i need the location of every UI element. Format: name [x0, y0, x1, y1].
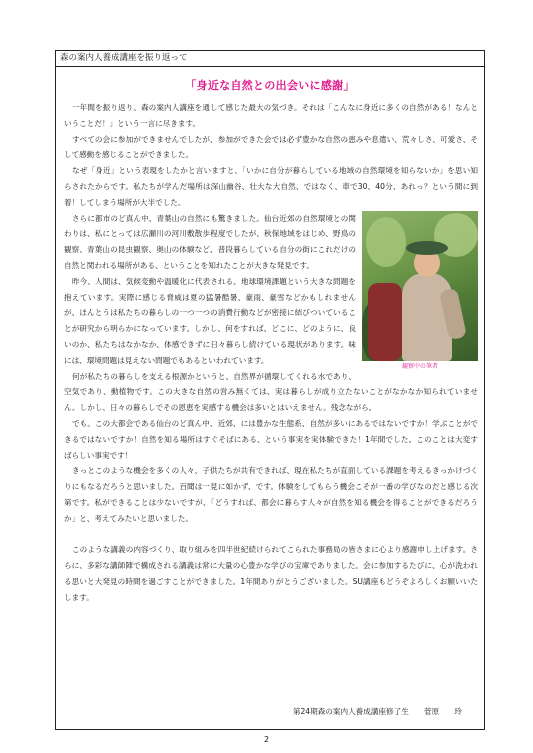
paragraph: 一年間を振り返り、森の案内人講座を通して感じた最大の気づき。それは「こんなに身近に多くの自然がある！なんということだ！」という一言に尽きます。 — [64, 103, 478, 128]
author-signature: 第24期森の案内人養成講座修了生 菅原 玲 — [292, 707, 462, 716]
photo-hiker-in-forest — [362, 211, 478, 361]
page-number: 2 — [263, 735, 270, 744]
article-title: 「身近な自然との出会いに感謝」 — [185, 79, 355, 92]
paragraph: なぜ「身近」という表現をしたかと言いますと、「いかに自分が暮らしている地域の自然環境を知らないか」を思い知らされたからです。私たちが学んだ場所は深山幽谷、壮大な大自然、ではなく、車で30、40分、あれっ？という間に到着！してしまう場所が大半でした。 — [64, 166, 478, 207]
photo-caption: 観察中の筆者 — [401, 362, 438, 370]
article-body — [64, 100, 478, 606]
paragraph: でも。この大都会である仙台のど真ん中、近郊、には豊かな生態系、自然が多いにあるではないですか！学ぶことができるではないですか！自然を知る場所はすぐそばにある、という事実を実体験できた！1年間でした。このことは大変すばらしい事実です！ — [64, 418, 478, 460]
paragraph: すべての会に参加ができませんでしたが、参加ができた会では必ず豊かな自然の恵みや息遣い、荒々しさ、可愛さ、そして感動を感じることができました。 — [64, 134, 478, 160]
document-frame — [55, 50, 485, 730]
paragraph: 何が私たちの暮らしを支える根源かというと、自然界が循環してくれる水であり、空気であり、動植物です。この大きな自然の営み無くては、実は暮らしが成り立たないことがなかなか知られていません。しかし、日々の暮らしでその恩恵を実感する機会は多いとはいえません。残念ながら。 — [64, 371, 478, 413]
figure — [362, 211, 478, 372]
paragraph: 昨今、人間は、気候変動や温暖化に代表される、地球環境課題という大きな問題を抱えています。実際に感じる脅威は夏の猛暑酷暑、豪雨、豪雪などかもしれませんが、ほんとうは私たちの暮らしの一つ一つの消費行動などが密接に結びついていることが研究から明らかになっています。しかし、何をすれば、どこに、どのように、良いのか、私たちはなかなか、体感できずに日々暮らし続けている現状があります。味には、環境問題は見えない問題でもあるといわれています。 — [64, 276, 356, 365]
paragraph: さらに都市のど真ん中、青葉山の自然にも驚きました。仙台近郊の自然環境との関わりは、私にとっては広瀬川の河川敷散歩程度でしたが、秋保地域をはじめ、野鳥の観察、青葉山の昆虫観察、奥山の体験など、普段暮らしている自分の街にこれだけの自然と関われる場所がある、ということを知れたことが大きな発見です。 — [64, 213, 356, 270]
paragraph: このような講義の内容づくり、取り組みを四半世紀続けられてこられた事務局の皆さまに心より感謝申し上げます。さらに、多彩な講師陣で構成される講義は常に大量の心豊かな学びの宝庫でありました。会に参加するたびに、心が洗われる思いと大発見の時間を過ごすことができました。1年間ありがとうございました。SU講座もどうぞよろしくお願いいたします。 — [64, 545, 478, 602]
document-header: 森の案内人養成講座を振り返って — [56, 51, 484, 67]
paragraph: きっとこのような機会を多くの人々、子供たちが共有できれば、現在私たちが直面している課題を考えるきっかけづくりにもなるだろうと思いました。百聞は一見に如かず、です。体験をしてもらう機会こそが一番の学びなのだと感じる次第です。私ができることは少ないですが、「どうすれば、都会に暮らす人々が自然を知る機会を得ることができるだろうか」と、考えてみたいと思いました。 — [64, 466, 478, 523]
